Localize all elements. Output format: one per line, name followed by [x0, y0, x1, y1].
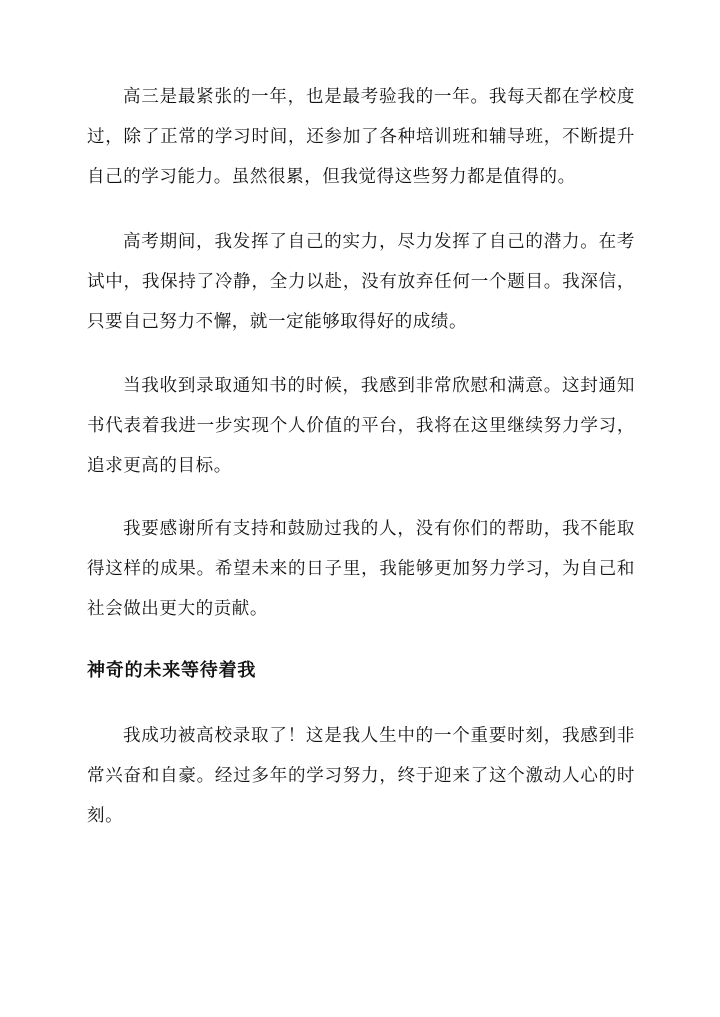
paragraph-senior-year: 高三是最紧张的一年，也是最考验我的一年。我每天都在学校度过，除了正常的学习时间，还参加了各种培训班和辅导班，不断提升自己的学习能力。虽然很累，但我觉得这些努力都是值得的。 [87, 87, 635, 187]
paragraph-exam-period: 高考期间，我发挥了自己的实力，尽力发挥了自己的潜力。在考试中，我保持了冷静，全力以赴，没有放弃任何一个题目。我深信，只要自己努力不懈，就一定能够取得好的成绩。 [87, 232, 635, 332]
paragraph-admitted: 我成功被高校录取了！这是我人生中的一个重要时刻，我感到非常兴奋和自豪。经过多年的学习努力，终于迎来了这个激动人心的时刻。 [87, 726, 635, 826]
paragraph-admission-letter: 当我收到录取通知书的时候，我感到非常欣慰和满意。这封通知书代表着我进一步实现个人价值的平台，我将在这里继续努力学习，追求更高的目标。 [87, 376, 635, 476]
section-heading: 神奇的未来等待着我 [87, 660, 257, 681]
paragraph-gratitude: 我要感谢所有支持和鼓励过我的人，没有你们的帮助，我不能取得这样的成果。希望未来的日子里，我能够更加努力学习，为自己和社会做出更大的贡献。 [87, 519, 635, 619]
